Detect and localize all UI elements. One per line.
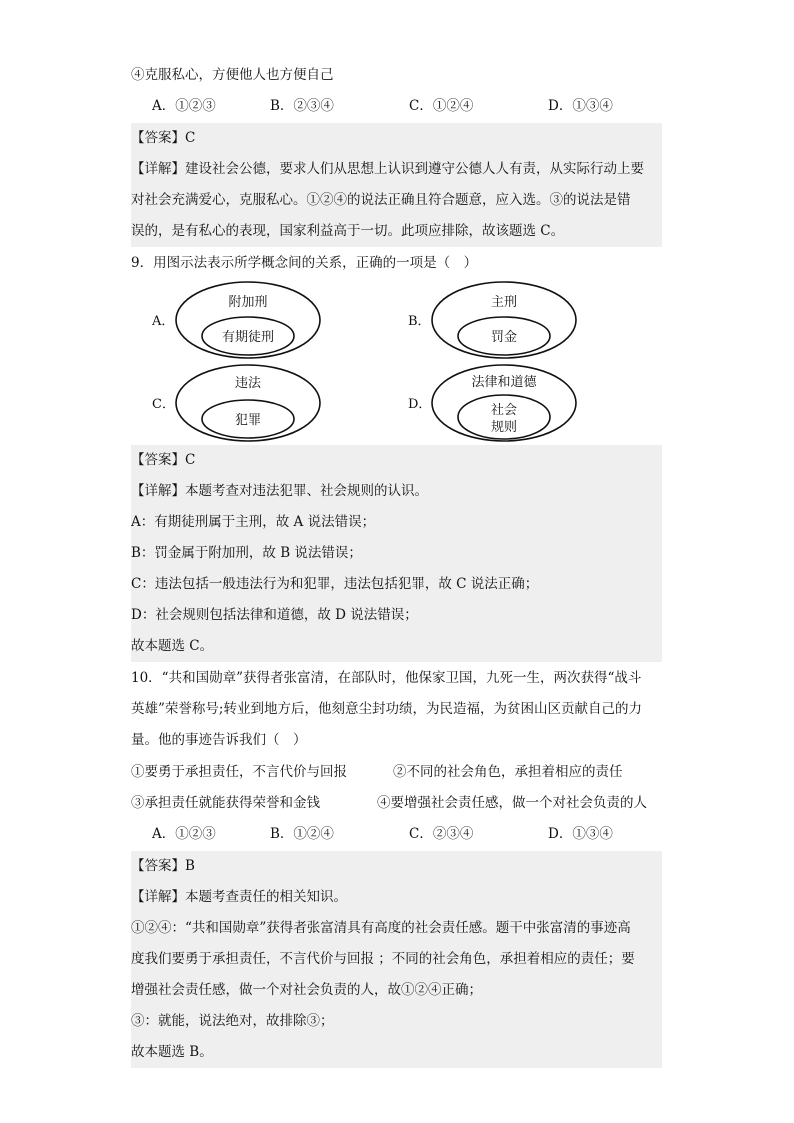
q9-detail-line: 【详解】本题考查对违法犯罪、社会规则的认识。 [131, 476, 662, 507]
q9-diagram-set [140, 276, 590, 446]
q9-answer: 【答案】C [131, 445, 662, 476]
q10-detail-line: ①②④：“共和国勋章”获得者张富清具有高度的社会责任感。题干中张富清的事迹高 [131, 913, 662, 944]
q10-option-2: ②不同的社会角色，承担着相应的责任 [393, 764, 623, 780]
diagram-c-inner-label: 犯罪 [234, 413, 262, 428]
diagram-c-outer-label: 违法 [234, 376, 262, 391]
q9-detail-line: D：社会规则包括法律和道德，故 D 说法错误； [131, 600, 662, 631]
q10-detail-line: 增强社会责任感，做一个对社会负责的人，故①②④正确； [131, 975, 662, 1006]
q8-choice-d: D．①③④ [548, 98, 613, 114]
q9-detail-line: C：违法包括一般违法行为和犯罪，违法包括犯罪，故 C 说法正确； [131, 569, 662, 600]
diagram-d-inner-label-line1: 社会 [490, 403, 518, 418]
q8-detail-line: 【详解】建设社会公德，要求人们从思想上认识到遵守公德人人有责，从实际行动上要 [131, 154, 662, 185]
diagram-b-inner-label: 罚金 [490, 330, 518, 345]
q8-answer: 【答案】C [131, 123, 662, 154]
q10-choice-d: D．①③④ [548, 826, 613, 842]
diagram-d-inner-label-line2: 规则 [490, 420, 518, 435]
q8-choice-b: B．②③④ [270, 98, 334, 114]
diagram-b [408, 282, 576, 358]
q10-option-1: ①要勇于承担责任，不言代价与回报 [131, 764, 347, 780]
q10-choices [152, 819, 672, 850]
diagram-b-label: B． [408, 314, 431, 329]
diagram-c [152, 365, 320, 441]
diagram-d [408, 365, 576, 441]
q9-detail-line: 故本题选 C。 [131, 631, 662, 662]
q10-stem-line: 量。他的事迹告诉我们（ ） [131, 732, 307, 748]
q10-choice-c: C．②③④ [409, 826, 474, 842]
diagram-c-label: C． [152, 397, 175, 412]
q10-answer: 【答案】B [131, 851, 662, 882]
q9-stem: 9．用图示法表示所学概念间的关系，正确的一项是（ ） [131, 255, 478, 271]
q10-detail-line: 度我们要勇于承担责任，不言代价与回报 ；不同的社会角色，承担着相应的责任；要 [131, 944, 662, 975]
q9-detail-line: B：罚金属于附加刑，故 B 说法错误； [131, 538, 662, 569]
q10-option-3: ③承担责任就能获得荣誉和金钱 [131, 795, 320, 811]
q10-stem-line: 英雄”荣誉称号;转业到地方后，他刻意尘封功绩，为民造福，为贫困山区贡献自己的力 [131, 701, 642, 717]
q10-options-row-1 [131, 757, 671, 788]
diagram-d-label: D． [408, 397, 432, 412]
q10-options-row-2 [131, 788, 671, 819]
q10-stem-line: 10．“共和国勋章”获得者张富清，在部队时，他保家卫国，九死一生，两次获得“战斗 [131, 670, 642, 686]
diagram-b-outer-circle [432, 282, 576, 358]
q8-choices [152, 91, 672, 122]
q10-choice-b: B．①②④ [270, 826, 334, 842]
diagram-a-outer-label: 附加刑 [228, 295, 268, 310]
q8-detail-line: 对社会充满爱心，克服私心。①②④的说法正确且符合题意，应入选。③的说法是错 [131, 185, 662, 216]
q10-detail-line: 【详解】本题考查责任的相关知识。 [131, 882, 662, 913]
q10-option-4: ④要增强社会责任感，做一个对社会负责的人 [377, 795, 647, 811]
q8-detail-line: 误的，是有私心的表现，国家利益高于一切。此项应排除，故该题选 C。 [131, 216, 662, 247]
diagram-a-outer-circle [176, 282, 320, 358]
q8-choice-c: C．①②④ [409, 98, 474, 114]
q8-choice-a: A．①②③ [152, 98, 216, 114]
diagram-a-inner-label: 有期徒刑 [221, 330, 275, 345]
diagram-a [151, 282, 320, 358]
q10-detail-line: ③：就能，说法绝对，故排除③； [131, 1006, 662, 1037]
diagram-d-outer-label: 法律和道德 [471, 375, 537, 390]
q9-detail-line: A：有期徒刑属于主刑，故 A 说法错误； [131, 507, 662, 538]
diagram-b-outer-label: 主刑 [490, 295, 518, 310]
diagram-a-label: A． [152, 314, 175, 329]
q8-option-4: ④克服私心，方便他人也方便自己 [131, 67, 334, 83]
q10-detail-line: 故本题选 B。 [131, 1037, 662, 1068]
q10-choice-a: A．①②③ [152, 826, 216, 842]
